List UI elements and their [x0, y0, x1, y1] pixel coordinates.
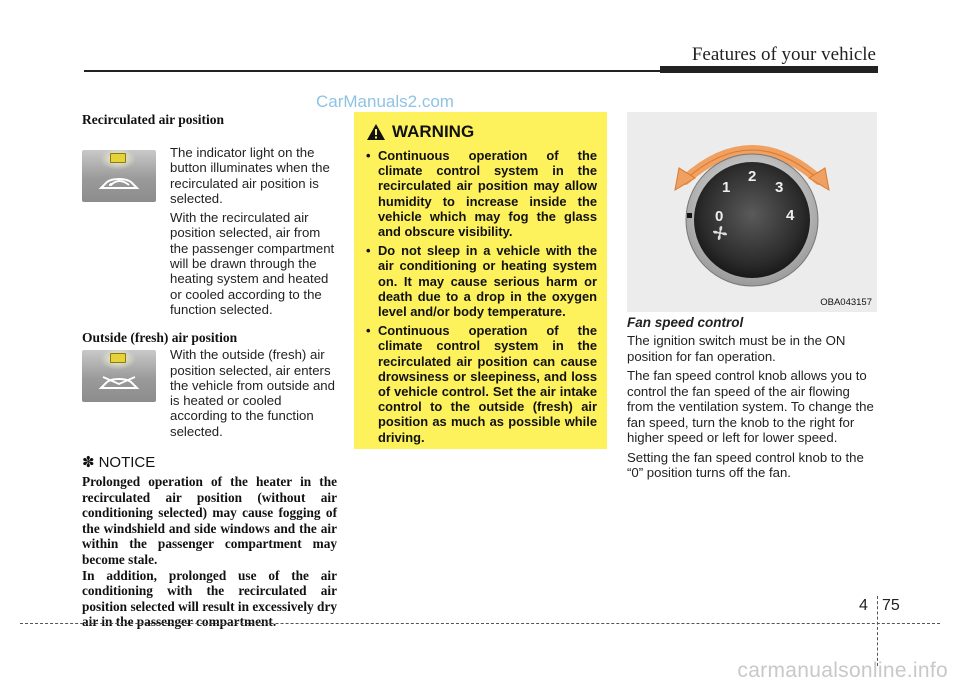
header-title: Features of your vehicle [691, 44, 876, 65]
warning-item: • Do not sleep in a vehicle with the air conditioning or heating system on. It may cause serious harm or death due to a drop in the oxygen level and/or body temperature. [366, 243, 597, 319]
warning-triangle-icon [366, 123, 386, 141]
notice-title: NOTICE [98, 453, 156, 471]
warning-list [366, 148, 597, 445]
knob-label-3: 3 [775, 179, 784, 196]
warning-box [354, 112, 607, 449]
outside-section [82, 346, 337, 439]
page-number: 75 [882, 597, 900, 614]
warning-item: • Continuous operation of the climate control system in the recirculated air position may allow humidity to increase inside the vehicle which may fog the glass and obscure visibility. [366, 148, 597, 239]
notice-icon: ✽ [82, 454, 95, 472]
right-column [627, 315, 878, 485]
recirculated-section [82, 128, 337, 317]
chapter-number: 4 [859, 597, 868, 614]
fan-knob-figure [627, 112, 877, 312]
site-watermark[interactable]: carmanualsonline.info [737, 659, 948, 682]
knob-label-1: 1 [722, 179, 731, 196]
watermark-link[interactable]: CarManuals2.com [316, 92, 454, 111]
header-rule-thick [660, 66, 878, 73]
outside-heading: Outside (fresh) air position [82, 330, 238, 346]
fan-speed-knob [627, 112, 877, 312]
header-rule [84, 70, 660, 72]
outside-indicator-icon [82, 350, 156, 402]
notice-heading [82, 453, 337, 471]
recirculated-text-1: The indicator light on the button illuminates when the recirculated air position is selected. [170, 145, 330, 206]
footer-divider [877, 596, 878, 666]
fan-text-3: Setting the fan speed control knob to the “0” position turns off the fan. [627, 449, 864, 480]
fan-speed-heading: Fan speed control [627, 315, 744, 330]
knob-label-2: 2 [748, 168, 757, 185]
recirculated-heading: Recirculated air position [82, 112, 224, 127]
knob-label-4: 4 [786, 207, 795, 224]
left-column [82, 112, 337, 630]
knob-label-0: 0 [715, 208, 724, 225]
figure-code: OBA043157 [820, 297, 872, 308]
warning-title: WARNING [392, 122, 475, 141]
fan-text-1: The ignition switch must be in the ON position for fan operation. [627, 333, 846, 364]
outside-text-1: With the outside (fresh) air position selected, air enters the vehicle from outside and is heated or cooled according to the function selected. [170, 347, 335, 439]
recirculated-text-2: With the recirculated air position selected, air from the passenger compartment will be drawn through the heating system and heated or cooled according to the function selected. [170, 210, 335, 317]
notice-text-2: In addition, prolonged use of the air conditioning with the recirculated air position selected will result in excessively dry air in the passenger compartment. [82, 567, 337, 630]
fan-text-2: The fan speed control knob allows you to control the fan speed of the air flowing from the ventilation system. To change the fan speed, turn the knob to the right for higher speed or left for lower speed. [627, 368, 874, 445]
warning-heading [366, 122, 597, 142]
warning-item: • Continuous operation of the climate control system in the recirculated air position can cause drowsiness or sleepiness, and loss of vehicle control. Set the air intake control to the outside (fresh) air position as much as possible while driving. [366, 323, 597, 445]
footer-rule [20, 623, 940, 624]
recirculated-indicator-icon [82, 150, 156, 202]
notice-text-1: Prolonged operation of the heater in the recirculated air position (without air conditioning selected) may cause fogging of the windshield and side windows and the air within the passenger compartment may become stale. [82, 474, 337, 568]
